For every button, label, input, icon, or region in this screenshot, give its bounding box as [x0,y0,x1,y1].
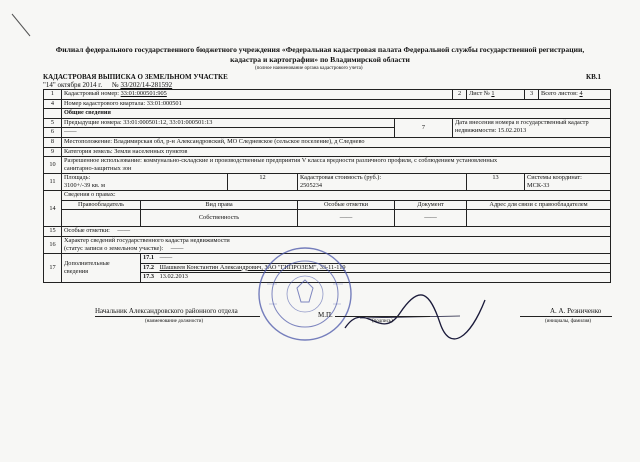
signer-position: Начальник Александровского районного отдела [95,307,238,315]
signer-underline [520,316,612,317]
sheet-label: Лист № [469,90,490,97]
row-num: 3 [525,90,539,100]
additional-item-num: 17.3 [143,273,155,281]
signer-name: А. А. Резниченко [550,307,602,315]
record-status-value: —— [170,244,184,252]
row-10 [44,157,611,174]
number-entry-date-line1: Дата внесения номера в государственный кадастр [455,118,589,126]
permitted-use-line1: Разрешенное использование: коммунально-складские и производственные предприятия V класса вредности различного профиля, с соблюдением установленных [64,157,498,165]
rights-cell [62,210,141,227]
coordinate-system [525,174,611,191]
cadastral-cost-value: 2505234 [300,182,323,190]
signature-icon [340,288,490,348]
row-1 [44,90,611,100]
form-code: КВ.1 [586,73,601,81]
header-line-1: Филиал федерального государственного бюджетного учреждения «Федеральная кадастровая палата Федеральной службы государственной регистрации, [55,45,585,54]
area [62,174,228,191]
rights-header: Особые отметки [298,200,395,210]
row-6-value: —— [62,128,395,138]
additional-info-label-line1: Дополнительные [64,259,110,267]
row-num: 17 [44,253,62,282]
row-num: 7 [395,118,453,137]
previous-numbers: Предыдущие номера: 33:01:000501:12, 33:01:000501:13 [62,118,395,128]
header-caption: (полное наименование органа кадастрового учета) [255,66,363,71]
cadastral-number-label: Кадастровый номер: [64,90,120,97]
row-num: 6 [44,128,62,138]
general-section [44,109,611,119]
rights-data-row [44,210,611,227]
row-num: 11 [44,174,62,191]
additional-item-text: 13.02.2013 [159,273,188,281]
record-status-line2: (статус записи о земельном участке): [64,244,164,252]
doc-date: "14" октября 2014 г. [43,81,103,89]
row-15 [44,227,611,237]
sheet-value: 1 [491,90,495,97]
location: Местоположение: Владимирская обл, р-н Александровский, МО Следневское (сельское поселение), д Следнево [62,137,611,147]
special-notes [62,227,611,237]
row-8 [44,137,611,147]
additional-item-num: 17.1 [143,253,155,261]
pen-mark-icon [10,10,40,40]
rights-header: Правообладатель [62,200,141,210]
row-11 [44,174,611,191]
special-notes-label: Особые отметки: [64,227,110,235]
number-entry-date [453,118,611,137]
record-status-line1: Характер сведений государственного кадастра недвижимости [64,236,230,244]
seal-place: М.П. [318,311,333,319]
doc-number-value: 33/202/14-281592 [120,81,173,89]
row-num: 8 [44,137,62,147]
additional-info-label [62,253,141,282]
row-num: 16 [44,236,62,253]
header-line-2: кадастра и картографии» по Владимирской области [230,55,410,64]
total-sheets [539,90,611,100]
rights-header: Адрес для связи с правообладателем [467,200,611,210]
additional-item [141,253,611,263]
position-underline [95,316,260,317]
permitted-use-line2: санитарно-защитных зон [64,165,132,173]
cadastral-cost-label: Кадастровая стоимость (руб.): [300,174,382,182]
general-section-title: Общие сведения [62,109,611,119]
signer-caption: (инициалы, фамилия) [545,319,592,324]
number-entry-date-line2: недвижимости: 15.02.2013 [455,126,527,134]
row-num: 9 [44,147,62,157]
additional-item-text: Шашкеев Константин Александрович, ЗАО "ГИПРОЗЕМ", 33-11-119 [159,263,346,271]
row-num: 4 [44,99,62,109]
row-num: 12 [228,174,298,191]
total-sheets-label: Всего листов: [541,90,578,97]
rights-header: Вид права [141,200,298,210]
special-notes-value: —— [117,227,130,235]
rights-cell [467,210,611,227]
row-num: 5 [44,118,62,128]
row-num: 1 [44,90,62,100]
cadastral-number-value: 33:01:000501:905 [120,90,167,97]
rights-title: Сведения о правах: [62,191,611,201]
row-num: 10 [44,157,62,174]
row-num: 13 [467,174,525,191]
row-4 [44,99,611,109]
row-num: 15 [44,227,62,237]
doc-number-label: № [112,81,119,89]
land-category: Категория земель: Земли населенных пунктов [62,147,611,157]
area-value: 3100+/-39 кв. м [64,182,106,190]
additional-info-label-line2: сведения [64,267,89,275]
row-14-title [44,191,611,201]
area-label: Площадь: [64,174,91,182]
coordinate-system-label: Системы координат: [527,174,582,182]
doc-number [112,81,172,89]
doc-title: КАДАСТРОВАЯ ВЫПИСКА О ЗЕМЕЛЬНОМ УЧАСТКЕ [43,73,228,81]
cadastral-number [62,90,453,100]
total-sheets-value: 4 [579,90,583,97]
row-num: 14 [44,191,62,227]
cadastral-quarter: Номер кадастрового квартала: 33:01:000501 [62,99,611,109]
coordinate-system-value: МСК-33 [527,182,550,190]
rights-header-row [44,200,611,210]
position-caption: (наименование должности) [145,319,204,324]
signature-underline [335,316,430,317]
additional-item-num: 17.2 [143,263,155,271]
additional-item [141,263,611,273]
rights-cell: —— [395,210,467,227]
cadastral-cost [298,174,467,191]
rights-header: Документ [395,200,467,210]
additional-item [141,273,611,283]
row-9 [44,147,611,157]
sheet-number [467,90,525,100]
row-num: 2 [453,90,467,100]
rights-cell: —— [298,210,395,227]
signature-caption: (подпись) [372,319,393,324]
permitted-use [62,157,611,174]
rights-cell: Собственность [141,210,298,227]
row-5 [44,118,611,128]
additional-item-text: —— [159,253,173,261]
